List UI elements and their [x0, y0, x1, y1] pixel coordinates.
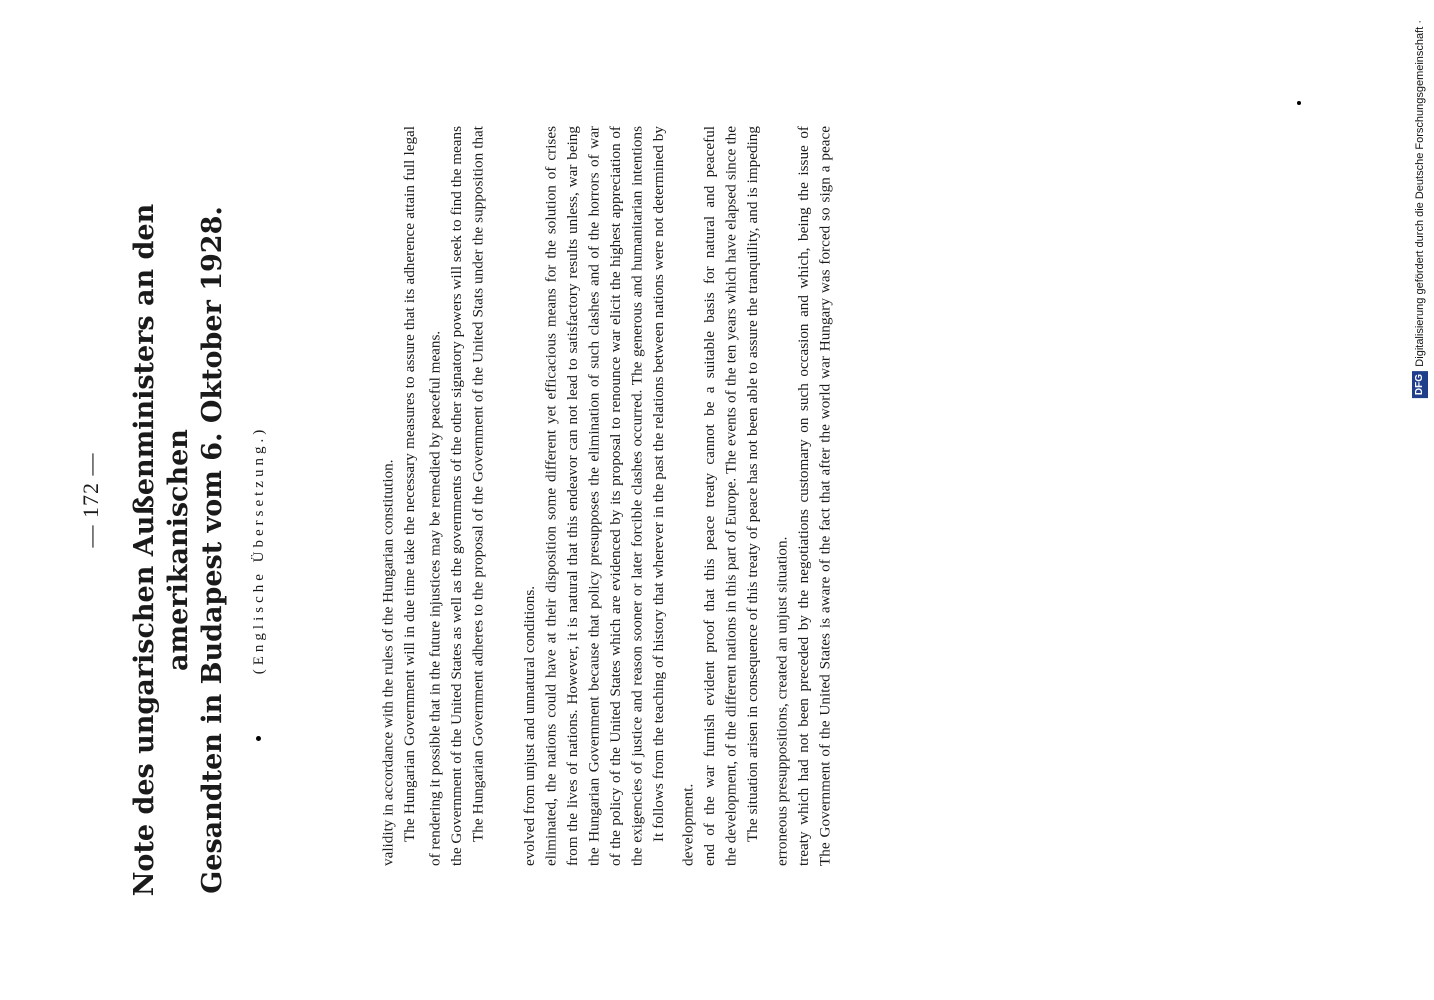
- scan-speck: [1297, 101, 1301, 105]
- page-number: — 172 —: [78, 452, 103, 548]
- dfg-logo: DFG: [1412, 371, 1428, 398]
- page-subtitle: (Englische Übersetzung.): [251, 425, 267, 675]
- page-title-line-1: Note des ungarischen Außenministers an den amerikanischen: [129, 203, 194, 897]
- paragraph-4: The Hungarian Government adheres to the proposal of the Government of the United Stats under the supposition that the Government of the United States as well as the governments of the other signatory powers will seek to find the means of rendering it possible that in the future injustices may be remedied by peaceful means.: [426, 126, 487, 866]
- paragraph-3: It follows from the teaching of history that wherever in the past the relations between nations were not determined by the exigencies of justice and reason sooner or later forcible clashes occurred. The generous and humanitarian intentions of the policy of the United States which are evidenced by its proposal to renounce war elicit the highest appreciation of the Hungarian Government because that policy presupposes the elimination of such clashes and of the horrors of war from the lives of nations. However, it is natural that this endeavor can not lead to satisfactory results unless, war being eliminated, the nations could have at their disposition some different yet efficacious means for the solution of crises evolved from unjust and unnatural conditions.: [521, 126, 667, 866]
- paragraph-5: The Hungarian Government will in due time take the necessary measures to assure that its adherence attain full legal validity in accordance with the rules of the Hungarian constitution.: [379, 126, 418, 866]
- digitization-credit: [1410, 8, 1430, 398]
- page-title-line-2: Gesandten in Budapest vom 6. Oktober 1928.: [197, 206, 228, 894]
- paragraph-1: The Government of the United States is aware of the fact that after the world war Hungary was forced so sign a peace treaty which had not been preceded by the negotiations customary on such occasion and which, being the issue of erroneous presuppositions, created an unjust situation.: [773, 126, 834, 866]
- scan-speck: [256, 736, 261, 741]
- body-text: [284, 126, 844, 866]
- credit-text: Digitalisierung gefördert durch die Deutsche Forschungsgemeinschaft ·: [1414, 20, 1426, 367]
- paragraph-2: The situation arisen in consequence of this treaty of peace has not been able to assure the tranquility, and is impeding the development, of the different nations in this part of Europe. The events of the ten years which have elapsed since the end of the war furnish evident proof that this peace treaty cannot be a suitable basis for natural and peaceful development.: [679, 126, 761, 866]
